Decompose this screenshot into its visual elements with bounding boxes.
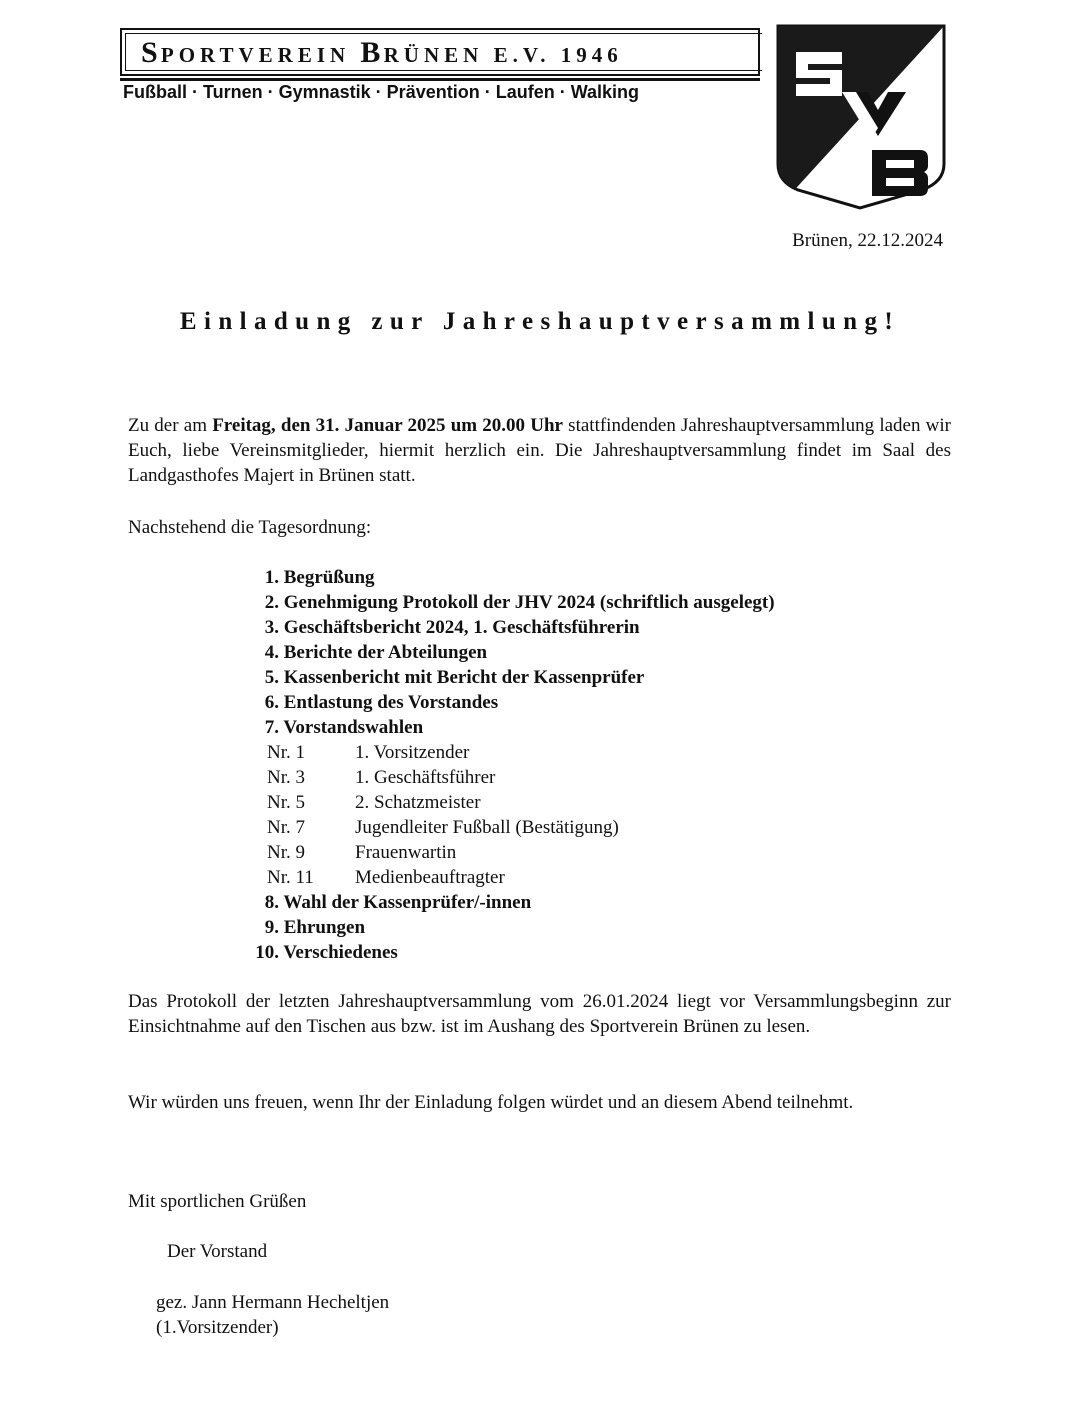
letter-date: Brünen, 22.12.2024 xyxy=(792,230,943,251)
closing-board: Der Vorstand xyxy=(167,1241,268,1262)
agenda-item: 4. Berichte der Abteilungen xyxy=(264,642,488,663)
club-name: SPORTVEREIN BRÜNEN E.V. 1946 xyxy=(141,36,623,69)
sports-line: Fußball · Turnen · Gymnastik · Prävention · Laufen · Walking xyxy=(123,82,640,102)
signature-role: (1.Vorsitzender) xyxy=(156,1317,279,1338)
agenda-item: 5. Kassenbericht mit Bericht der Kassenprüfer xyxy=(264,667,645,688)
agenda-item: 7. Vorstandswahlen xyxy=(264,717,424,738)
agenda-list xyxy=(248,565,775,965)
closing-greeting: Mit sportlichen Grüßen xyxy=(128,1191,307,1212)
agenda-item: 3. Geschäftsbericht 2024, 1. Geschäftsführerin xyxy=(264,617,640,638)
election-item: Nr. 9 Frauenwartin xyxy=(267,842,457,863)
agenda-item: 9. Ehrungen xyxy=(264,917,366,938)
agenda-intro: Nachstehend die Tagesordnung: xyxy=(128,517,372,538)
meeting-date: Freitag, den 31. Januar 2025 um 20.00 Uhr xyxy=(212,415,563,436)
protocol-paragraph: Das Protokoll der letzten Jahreshauptversammlung vom 26.01.2024 liegt vor Versammlungsbeginn zur Einsichtnahme auf den Tischen aus bzw. ist im Aushang des Sportverein Brünen zu lesen. xyxy=(128,991,951,1037)
agenda-item: 8. Wahl der Kassenprüfer/-innen xyxy=(264,892,532,913)
agenda-item: 2. Genehmigung Protokoll der JHV 2024 (schriftlich ausgelegt) xyxy=(264,592,775,613)
intro-paragraph: Zu der am Freitag, den 31. Januar 2025 um 20.00 Uhr stattfindenden Jahreshauptversammlung laden wir Euch, liebe Vereinsmitglieder, hiermit herzlich ein. Die Jahreshauptversammlung findet im Saal des Landgasthofes Majert in Brünen statt. xyxy=(128,415,952,486)
signature-name: gez. Jann Hermann Hecheltjen xyxy=(156,1292,390,1313)
letter-title: Einladung zur Jahreshauptversammlung! xyxy=(179,308,901,335)
invitation-paragraph: Wir würden uns freuen, wenn Ihr der Einladung folgen würdet und an diesem Abend teilnehmt. xyxy=(128,1092,854,1113)
agenda-item: 6. Entlastung des Vorstandes xyxy=(264,692,499,713)
letterhead-rule xyxy=(120,78,760,81)
election-item: Nr. 3 1. Geschäftsführer xyxy=(267,767,496,788)
election-item: Nr. 1 1. Vorsitzender xyxy=(267,742,470,763)
agenda-item: 10. Verschiedenes xyxy=(255,942,398,963)
election-item: Nr. 7 Jugendleiter Fußball (Bestätigung) xyxy=(267,817,619,838)
agenda-item: 1. Begrüßung xyxy=(264,567,375,588)
election-item: Nr. 5 2. Schatzmeister xyxy=(267,792,481,813)
club-logo xyxy=(772,22,948,210)
election-item: Nr. 11 Medienbeauftragter xyxy=(267,867,505,888)
